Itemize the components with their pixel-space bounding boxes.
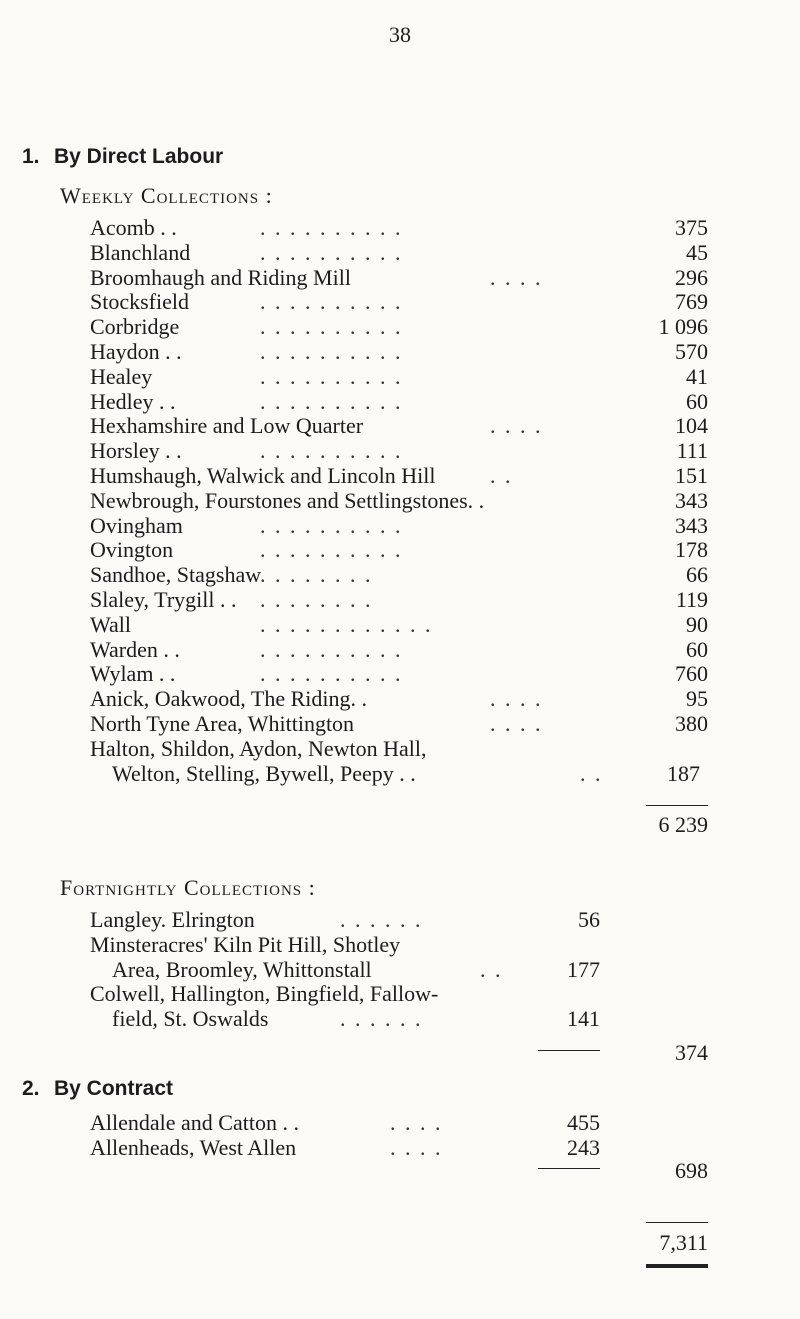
fortnightly-collections-heading: Fortnightly Collections : <box>60 875 316 900</box>
weekly-row-leader: . . . . . . . . . . <box>260 314 403 340</box>
weekly-row-value: 178 <box>675 537 708 563</box>
weekly-row-name: Wall <box>90 611 131 637</box>
weekly-collections-table <box>90 215 710 736</box>
contract-row-leader: . . . . <box>390 1134 443 1160</box>
fortnightly-row-continuation <box>90 1006 610 1031</box>
weekly-row-value: 60 <box>686 636 708 662</box>
weekly-row-name: Broomhaugh and Riding Mill <box>90 264 351 290</box>
fortnightly-row-name-line2: field, St. Oswalds <box>112 1006 269 1032</box>
weekly-row-leader: . . . . <box>490 686 543 712</box>
contract-row-name: Allendale and Catton . . <box>90 1110 299 1135</box>
weekly-last-row <box>90 736 710 790</box>
grand-total-rule-top <box>646 1222 708 1223</box>
weekly-row-value: 45 <box>686 239 708 265</box>
fortnightly-subtotal-rule <box>538 1050 600 1051</box>
fortnightly-row-name-line1: Minsteracres' Kiln Pit Hill, Shotley <box>90 931 401 957</box>
weekly-row-name: Blanchland <box>90 239 191 265</box>
contract-row-name: Allenheads, West Allen <box>90 1134 297 1160</box>
weekly-row <box>90 637 710 662</box>
fortnightly-row-value: 177 <box>567 956 600 982</box>
weekly-row-leader: . . . . <box>490 413 543 439</box>
contract-row <box>90 1135 610 1160</box>
weekly-row-leader: . . . . . . . . . . <box>260 215 403 240</box>
weekly-total-rule <box>646 805 708 806</box>
weekly-row-name: Stocksfield <box>90 289 189 315</box>
weekly-row-value: 296 <box>675 264 708 290</box>
fortnightly-row-continuation <box>90 957 610 982</box>
weekly-row-name: Ovington <box>90 537 174 563</box>
contract-row-leader: . . . . <box>390 1110 443 1135</box>
weekly-total: 6 239 <box>658 812 708 837</box>
weekly-row-value: 343 <box>675 487 708 513</box>
weekly-row-name: Acomb . . <box>90 215 177 240</box>
weekly-row-leader: . . . . <box>490 710 543 736</box>
weekly-row-value: 90 <box>686 611 708 637</box>
weekly-row-name: Slaley, Trygill . . <box>90 586 237 612</box>
fortnightly-row <box>90 932 610 957</box>
weekly-row-leader: . . . . . . . . . . <box>260 239 403 265</box>
fortnightly-row-name-line1: Colwell, Hallington, Bingfield, Fallow- <box>90 981 439 1007</box>
weekly-row-leader: . . . . . . . . <box>260 562 373 588</box>
contract-table <box>90 1110 610 1160</box>
weekly-row-value: 60 <box>686 388 708 414</box>
weekly-row <box>90 587 710 612</box>
weekly-row-value: 343 <box>675 512 708 538</box>
weekly-row-name: Warden . . <box>90 636 180 662</box>
grand-total-rule-bottom <box>646 1264 708 1268</box>
weekly-row <box>90 488 710 513</box>
weekly-row <box>90 289 710 314</box>
section-2-number: 2. <box>22 1077 40 1100</box>
weekly-row-name: Horsley . . <box>90 438 182 464</box>
weekly-row <box>90 364 710 389</box>
weekly-row-name: North Tyne Area, Whittington <box>90 710 355 736</box>
fortnightly-row-leader: . . . . . . <box>340 1006 423 1032</box>
weekly-row-leader: . . . . . . . . . . <box>260 338 403 364</box>
weekly-row <box>90 612 710 637</box>
weekly-row-value: 111 <box>676 438 708 464</box>
weekly-row-value: 760 <box>675 661 708 687</box>
weekly-row-name: Hedley . . <box>90 388 176 414</box>
fortnightly-collections-table <box>90 907 610 1031</box>
page-number: 38 <box>389 22 411 47</box>
weekly-row-name: Newbrough, Fourstones and Settlingstones. . <box>90 487 485 513</box>
section-1-number: 1. <box>22 145 40 168</box>
weekly-row <box>90 240 710 265</box>
weekly-row-value: 375 <box>675 215 708 240</box>
weekly-row-value: 380 <box>675 710 708 736</box>
fortnightly-row-name-line2: Area, Broomley, Whittonstall <box>112 956 372 982</box>
weekly-row-leader: . . . . . . . . . . <box>260 438 403 464</box>
fortnightly-row-value: 141 <box>567 1006 600 1032</box>
fortnightly-row <box>90 907 610 932</box>
weekly-row-leader: . . . . <box>490 264 543 290</box>
weekly-row-value: 104 <box>675 413 708 439</box>
weekly-row <box>90 413 710 438</box>
section-1-title: By Direct Labour <box>54 145 224 168</box>
contract-total: 698 <box>675 1158 708 1183</box>
weekly-row <box>90 463 710 488</box>
section-1-heading <box>22 145 223 169</box>
weekly-row-leader: . . . . . . . . . . <box>260 363 403 389</box>
weekly-row <box>90 215 710 240</box>
weekly-row-leader: . . . . . . . . . . <box>260 512 403 538</box>
weekly-row-leader: . . . . . . . . <box>260 586 373 612</box>
weekly-collections-heading: Weekly Collections : <box>60 183 273 208</box>
contract-row <box>90 1110 610 1135</box>
weekly-row-name: Ovingham <box>90 512 183 538</box>
weekly-row-leader: . . . . . . . . . . <box>260 289 403 315</box>
weekly-row-leader: . . . . . . . . . . . . <box>260 611 433 637</box>
fortnightly-row-leader: . . <box>480 956 503 982</box>
weekly-row <box>90 339 710 364</box>
weekly-row-value: 570 <box>675 338 708 364</box>
weekly-row <box>90 537 710 562</box>
weekly-last-row-leader: . . <box>580 760 603 786</box>
weekly-row-leader: . . <box>490 462 513 488</box>
weekly-row-value: 41 <box>686 363 708 389</box>
fortnightly-row-name-line1: Langley. Elrington <box>90 907 255 932</box>
weekly-last-row-name-line2: Welton, Stelling, Bywell, Peepy . . <box>112 760 416 786</box>
weekly-row-name: Hexhamshire and Low Quarter <box>90 413 364 439</box>
contract-row-value: 243 <box>567 1134 600 1160</box>
section-2-heading <box>22 1077 173 1101</box>
weekly-row-name: Anick, Oakwood, The Riding. . <box>90 686 368 712</box>
weekly-row <box>90 438 710 463</box>
weekly-row <box>90 562 710 587</box>
fortnightly-row-value: 56 <box>578 907 600 932</box>
weekly-row-leader: . . . . . . . . . . <box>260 661 403 687</box>
weekly-row-name: Wylam . . <box>90 661 176 687</box>
weekly-row-leader: . . . . . . . . . . <box>260 636 403 662</box>
weekly-row-value: 95 <box>686 686 708 712</box>
fortnightly-row <box>90 981 610 1006</box>
fortnightly-row-leader: . . . . . . <box>340 907 423 932</box>
weekly-row <box>90 661 710 686</box>
weekly-row-value: 66 <box>686 562 708 588</box>
weekly-row-value: 1 096 <box>658 314 708 340</box>
weekly-last-row-value: 187 <box>667 760 700 786</box>
section-2-title: By Contract <box>54 1077 174 1100</box>
weekly-row-name: Healey <box>90 363 153 389</box>
weekly-row <box>90 686 710 711</box>
contract-row-value: 455 <box>567 1110 600 1135</box>
weekly-row <box>90 265 710 290</box>
weekly-row <box>90 513 710 538</box>
weekly-row-value: 151 <box>675 462 708 488</box>
weekly-row-name: Humshaugh, Walwick and Lincoln Hill <box>90 462 436 488</box>
weekly-last-row-name-line1: Halton, Shildon, Aydon, Newton Hall, <box>90 736 427 761</box>
weekly-row <box>90 314 710 339</box>
weekly-row-name: Corbridge <box>90 314 180 340</box>
weekly-row-name: Sandhoe, Stagshaw <box>90 562 262 588</box>
grand-total: 7,311 <box>659 1230 708 1255</box>
fortnightly-total: 374 <box>675 1040 708 1065</box>
weekly-row-value: 769 <box>675 289 708 315</box>
weekly-row <box>90 389 710 414</box>
weekly-row-leader: . . . . . . . . . . <box>260 537 403 563</box>
weekly-row-name: Haydon . . <box>90 338 182 364</box>
weekly-row-value: 119 <box>675 586 708 612</box>
weekly-row <box>90 711 710 736</box>
weekly-row-leader: . . . . . . . . . . <box>260 388 403 414</box>
contract-subtotal-rule <box>538 1168 600 1169</box>
